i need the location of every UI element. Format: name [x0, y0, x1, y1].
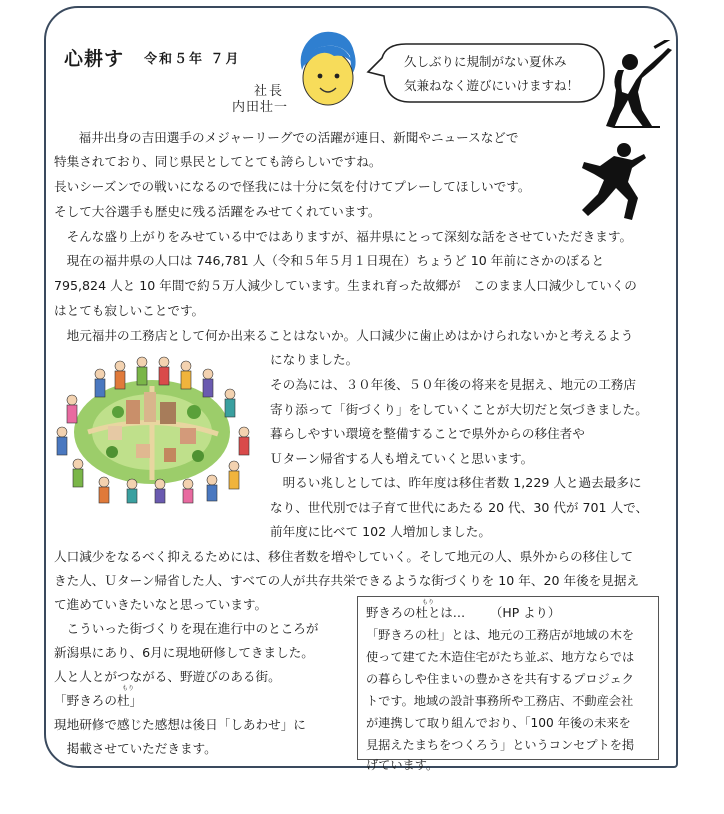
- body-line: 795,824 人と 10 年間で約５万人減少しています。生まれ育った故郷が このまま人口減少していくの: [54, 278, 637, 293]
- body-line: になりました。: [270, 352, 359, 367]
- body-line: 新潟県にあり、6月に現地研修してきました。: [54, 645, 314, 660]
- info-box-line: 使って建てた木造住宅がたち並ぶ、地方ならでは: [366, 650, 635, 664]
- baseball-batter-icon: [598, 40, 680, 132]
- info-box-heading: 野きろの杜とは…: [366, 605, 466, 620]
- body-line: 暮らしやすい環境を整備することで県外からの移住者や: [270, 426, 585, 441]
- body-line: 掲載させていただきます。: [54, 741, 217, 756]
- ruby-text: もり: [422, 599, 435, 606]
- info-box-line: げています。: [366, 758, 439, 772]
- body-line: て進めていきたいなと思っています。: [54, 597, 268, 612]
- column-title: 心耕す: [64, 48, 125, 70]
- body-line: 地元福井の工務店として何か出来ることはないか。人口減少に歯止めはかけられないかと考えるよう: [54, 328, 634, 343]
- body-line: 現地研修で感じた感想は後日「しあわせ」に: [54, 717, 306, 732]
- body-line: 福井出身の吉田選手のメジャーリーグでの活躍が連日、新聞やニュースなどで: [66, 130, 519, 145]
- info-box-line: 見据えたまちをつくろう」というコンセプトを掲: [366, 738, 635, 752]
- issue-date: 令和５年 ７月: [144, 52, 241, 67]
- info-box-source: （HP より）: [490, 605, 561, 620]
- baseball-pitcher-icon: [574, 138, 650, 222]
- info-box-line: の暮らしや住まいの豊かさを共有するプロジェク: [366, 672, 634, 686]
- speech-line: 久しぶりに規制がない夏休み: [404, 54, 567, 69]
- speech-bubble-text: [404, 50, 579, 98]
- info-box-line: が連携して取り組んでおり、「100 年後の未来を: [366, 716, 631, 730]
- body-line: 長いシーズンでの戦いになるので怪我には十分に気を付けてプレーしてほしいです。: [54, 179, 531, 194]
- body-line: きた人、Ｕターン帰省した人、すべての人が共存共栄できるような街づくりを 10 年、20 年後を見据え: [54, 573, 640, 588]
- info-box-line: 「野きろの杜」とは、地元の工務店が地域の木を: [366, 628, 635, 642]
- body-line: はとても寂しいことです。: [54, 303, 205, 318]
- body-line: 特集されており、同じ県民としてとても誇らしいですね。: [54, 154, 382, 169]
- info-box-line: トです。地域の設計事務所や工務店、不動産会社: [366, 694, 634, 708]
- body-line: 前年度に比べて 102 人増加しました。: [270, 524, 491, 539]
- smiling-face-icon: [296, 26, 360, 108]
- author-role: 社長: [254, 84, 285, 99]
- speech-line: 気兼ねなく遊びにいけますね！: [404, 78, 580, 93]
- body-line: Ｕターン帰省する人も増えていくと思います。: [270, 451, 534, 466]
- body-line: 寄り添って「街づくり」をしていくことが大切だと気づきました。: [270, 402, 648, 417]
- town-people-illustration: [48, 352, 262, 504]
- body-line: その為には、３０年後、５０年後の将来を見据え、地元の工務店: [270, 377, 636, 392]
- ruby-text: もり: [122, 685, 135, 692]
- body-line: 人と人とがつながる、野遊びのある街。: [54, 669, 281, 684]
- body-line: そして大谷選手も歴史に残る活躍をみせてくれています。: [54, 204, 381, 219]
- body-line: 明るい兆しとしては、昨年度は移住者数 1,229 人と過去最多に: [270, 475, 642, 490]
- body-line: 「野きろの杜」: [54, 693, 143, 708]
- body-line: 人口減少をなるべく抑えるためには、移住者数を増やしていく。そして地元の人、県外からの移住して: [54, 549, 634, 564]
- author-name: 内田壮一: [232, 100, 289, 115]
- body-line: こういった街づくりを現在進行中のところが: [54, 621, 319, 636]
- body-line: そんな盛り上がりをみせている中ではありますが、福井県にとって深刻な話をさせていただきます。: [54, 229, 633, 244]
- body-line: なり、世代別では子育て世代にあたる 20 代、30 代が 701 人で、: [270, 500, 649, 515]
- body-line: 現在の福井県の人口は 746,781 人（令和５年５月１日現在）ちょうど 10 年前にさかのぼると: [54, 253, 605, 268]
